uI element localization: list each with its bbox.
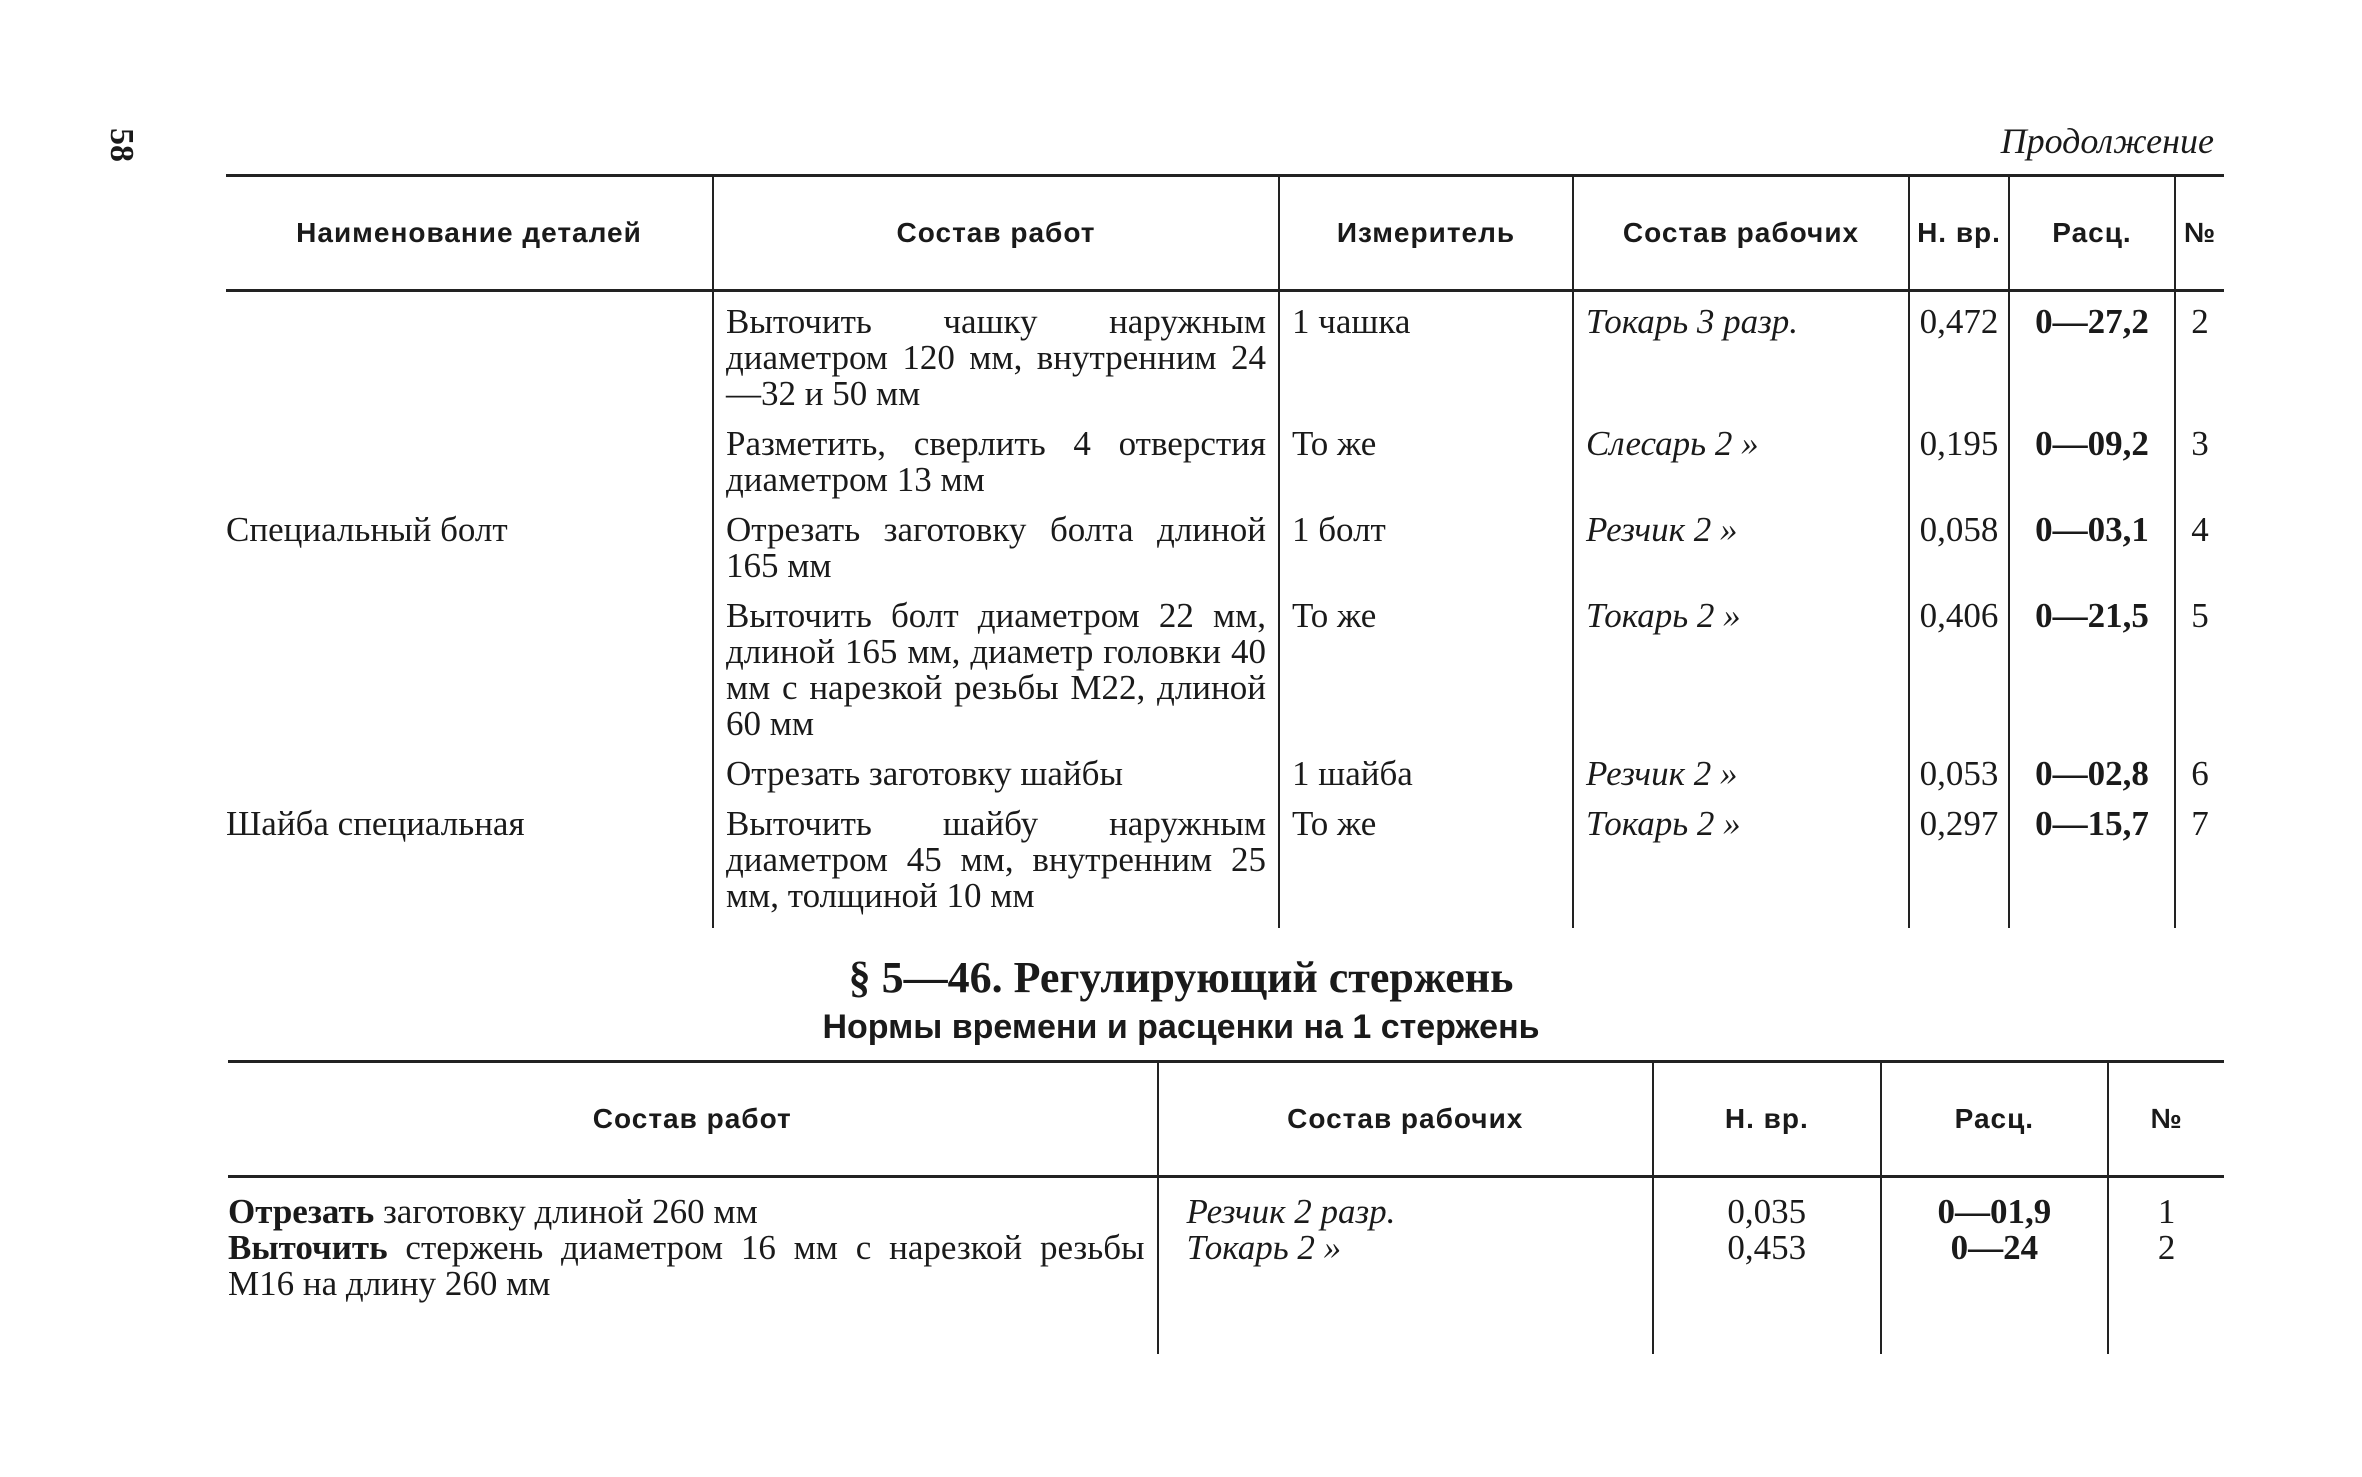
work-description: Выточить шайбу наружным диаметром 45 мм, внутренним 25 мм, толщиной 10 мм [713,806,1279,928]
work-line-1 [228,1194,1145,1230]
norm-time [1653,1177,1881,1355]
crew: Токарь 2 » [1573,806,1909,928]
norm-time: 0,195 [1909,426,2009,512]
part-name [226,291,713,427]
header-work: Состав работ [228,1062,1158,1177]
rate: 0—09,2 [2009,426,2175,512]
header-number: № [2108,1062,2224,1177]
header-part-name: Наименование деталей [226,176,713,291]
norm-time: 0,406 [1909,598,2009,756]
row-number: 4 [2175,512,2224,598]
row-number: 7 [2175,806,2224,928]
unit: 1 шайба [1279,756,1573,806]
crew: Токарь 3 разр. [1573,291,1909,427]
unit: То же [1279,426,1573,512]
norm-time: 0,058 [1909,512,2009,598]
work-verb: Выточить [228,1228,388,1267]
norm-time-value: 0,453 [1727,1228,1807,1267]
parts-table [226,174,2224,928]
header-norm-time: Н. вр. [1909,176,2009,291]
row-number: 5 [2175,598,2224,756]
work-verb: Отрезать [228,1192,375,1231]
header-work: Состав работ [713,176,1279,291]
crew: Токарь 2 » [1573,598,1909,756]
section-subtitle: Нормы времени и расценки на 1 стержень [822,1008,1540,1046]
unit: То же [1279,806,1573,928]
crew: Слесарь 2 » [1573,426,1909,512]
rate-value: 0—24 [1950,1228,2039,1267]
header-number: № [2175,176,2224,291]
row-number: 6 [2175,756,2224,806]
page-number: 58 [103,128,140,162]
part-name: Специальный болт [226,510,508,549]
continuation-label: Продолжение [2000,121,2214,161]
work-text: стержень диаметром 16 мм с нарезкой резьбы M16 на длину 260 мм [228,1228,1145,1303]
row-number-value: 1 [2157,1192,2176,1231]
norm-time-value: 0,035 [1727,1192,1807,1231]
work-description: Разметить, сверлить 4 отверстия диаметром 13 мм [713,426,1279,512]
crew [1158,1177,1653,1355]
table-row [226,756,2224,806]
header-norm-time: Н. вр. [1653,1062,1881,1177]
rate: 0—21,5 [2009,598,2175,756]
crew-line: Резчик 2 разр. [1186,1192,1396,1231]
crew-line: Токарь 2 » [1186,1228,1342,1267]
rate: 0—03,1 [2009,512,2175,598]
crew: Резчик 2 » [1573,512,1909,598]
rate [1881,1177,2109,1355]
work-description: Отрезать заготовку шайбы [713,756,1279,806]
part-name [226,426,713,512]
table-row [226,426,2224,512]
norm-time: 0,297 [1909,806,2009,928]
rate: 0—15,7 [2009,806,2175,928]
part-name [226,756,713,806]
header-rate: Расц. [2009,176,2175,291]
rate: 0—02,8 [2009,756,2175,806]
table-row [226,291,2224,427]
part-name [226,598,713,756]
row-number-value: 2 [2157,1228,2176,1267]
crew: Резчик 2 » [1573,756,1909,806]
table-header-row [226,176,2224,291]
table-row [226,598,2224,756]
row-number: 2 [2175,291,2224,427]
table-row [226,512,2224,598]
work-description [228,1177,1158,1355]
work-text: заготовку длиной 260 мм [374,1192,758,1231]
table-header-row [228,1062,2224,1177]
section-title: § 5—46. Регулирующий стержень [848,953,1514,1002]
row-number: 3 [2175,426,2224,512]
table-row [228,1177,2224,1355]
work-line-2 [228,1230,1145,1302]
header-unit: Измеритель [1279,176,1573,291]
rod-table [228,1060,2224,1354]
rate: 0—27,2 [2009,291,2175,427]
unit: То же [1279,598,1573,756]
unit: 1 болт [1279,512,1573,598]
unit: 1 чашка [1279,291,1573,427]
table-row [226,806,2224,928]
rate-value: 0—01,9 [1937,1192,2052,1231]
work-description: Выточить болт диаметром 22 мм, длиной 165 мм, диаметр головки 40 мм с нарезкой резьбы M22, длиной 60 мм [713,598,1279,756]
work-description: Отрезать заготовку болта длиной 165 мм [713,512,1279,598]
norm-time: 0,053 [1909,756,2009,806]
header-crew: Состав рабочих [1573,176,1909,291]
header-rate: Расц. [1881,1062,2109,1177]
norm-time: 0,472 [1909,291,2009,427]
header-crew: Состав рабочих [1158,1062,1653,1177]
row-number [2108,1177,2224,1355]
work-description: Выточить чашку наружным диаметром 120 мм, внутренним 24—32 и 50 мм [713,291,1279,427]
part-name: Шайба специальная [226,804,525,843]
